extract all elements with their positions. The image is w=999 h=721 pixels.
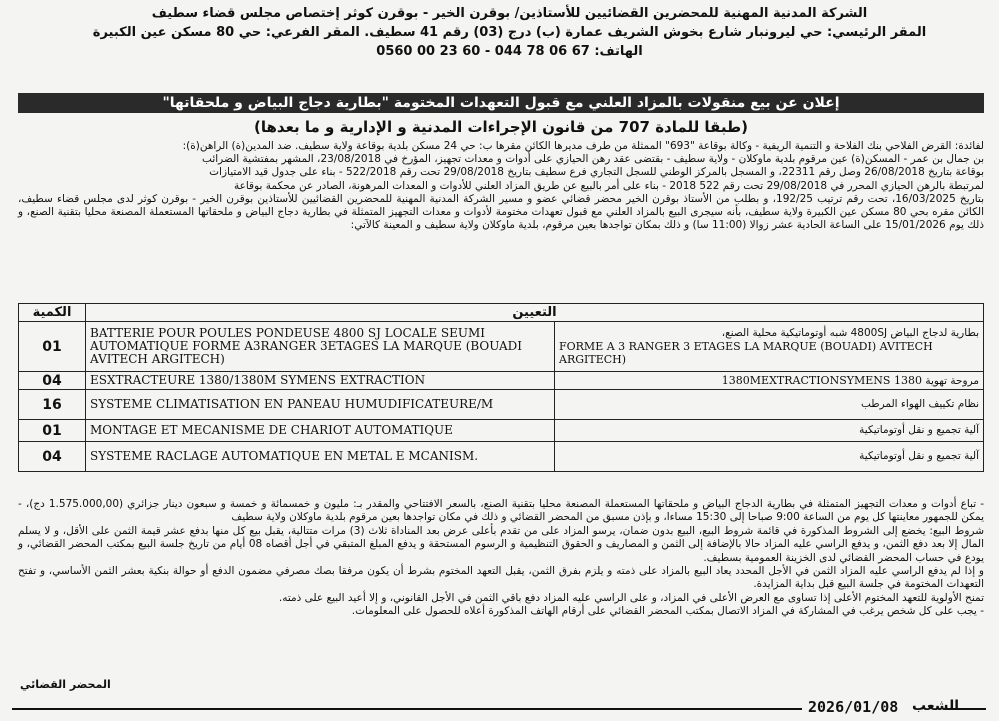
item-french: MONTAGE ET MECANISME DE CHARIOT AUTOMATIQUE — [86, 420, 555, 442]
item-quantity: 01 — [19, 322, 86, 372]
company-line: الشركة المدنية المهنية للمحضرين القضائيين للأستاذين/ بوقرن الخير - بوقرن كوثر إختصاص مجلس قضاء سطيف — [151, 6, 868, 21]
item-quantity: 16 — [19, 390, 86, 420]
intro-line: بن جمال بن عمر - المسكن(ة) عين مرقوم بلدية ماوكلان - ولاية سطيف - بقتضى عقد رهن الحيازي على أدوات و معدات تجهيز، المؤرخ في 23/08/2018، المشهر بمفتشية الضرائب — [202, 153, 984, 166]
newspaper-name: الشعب — [912, 698, 960, 714]
item-french: SYSTEME RACLAGE AUTOMATIQUE EN METAL E MCANISM. — [86, 442, 555, 472]
table-row — [19, 322, 984, 372]
item-french: BATTERIE POUR POULES PONDEUSE 4800 SJ LOCALE SEUMI AUTOMATIQUE FORME A3RANGER 3ETAGES LA MARQUE (BOUADI AVITECH ARGITECH) — [86, 322, 555, 372]
announcement-banner: إعلان عن بيع منقولات بالمزاد العلني مع قبول التعهدات المختومة "بطارية دجاج البياض و ملحقاتها" — [18, 93, 984, 113]
item-arabic: آلية تجميع و نقل أوتوماتيكية — [555, 442, 984, 472]
footer-rule — [12, 708, 802, 710]
item-quantity: 04 — [19, 372, 86, 390]
footer — [0, 696, 999, 721]
intro-line: بوقاعة بتاريخ 26/08/2018 وصل رقم 22311، و المسجل بالمركز الوطني للسجل التجاري فرع سطيف بتاريخ 29/08/2018 تحت رقم 522/2018 - بناء على جدول قيد الامتيازات — [209, 166, 984, 179]
table-row — [19, 420, 984, 442]
items-table — [18, 303, 984, 472]
header — [60, 4, 959, 61]
table-row — [19, 442, 984, 472]
phone-line: الهاتف: 67 06 78 044 - 60 23 00 0560 — [376, 44, 643, 59]
item-arabic: آلية تجميع و نقل أوتوماتيكية — [555, 420, 984, 442]
item-arabic-french: FORME A 3 RANGER 3 ETAGES LA MARQUE (BOUADI) AVITECH ARGITECH) — [559, 340, 933, 366]
designation-header: التعيين — [86, 304, 984, 322]
item-arabic — [555, 372, 984, 390]
publication-date: 2026/01/08 — [808, 698, 899, 716]
item-quantity: 01 — [19, 420, 86, 442]
item-arabic: نظام تكييف الهواء المرطب — [555, 390, 984, 420]
footer-rule-right — [946, 708, 986, 710]
intro-line: بتاريخ 16/03/2025، تحت رقم ترتيب 192/25، و بطلب من الأستاذ بوقرن الخير محضر قضائي عضو و مسير الشركة المدنية المهنية للمحضرين القضائيين للأستاذين بوقرن الخير - بوقرن كوثر لدى مجلس قضاء سطيف، الكائن مقره بحي 80 مسكن عين الكبيرة ولاية سطيف، بأنه سيجرى البيع بالمزاد العلني مع قبول تعهدات مختومة لأدوات و معدات التجهيز المتمثلة في بطارية دجاج البياض و ملحقاتها المستعملة المصنعة محليا بتقنية الصنع، و ذلك يوم 15/01/2026 على الساعة الحادية عشر زوالا (11:00 سا) و ذلك بمكان تواجدها بعين مرقوم، بلدية ماوكلان ولاية سطيف و المعينة كالآتي: — [18, 192, 984, 232]
item-arabic-text: مروحة تهوية — [925, 374, 979, 387]
item-arabic-french: 1380 1380MEXTRACTIONSYMENS — [721, 373, 922, 387]
intro-line: لمرتبطة بالرهن الحيازي المحرر في 29/08/2018 تحت رقم 522 2018 - بناء على أمر بالبيع عن طريق المزاد العلني للأدوات و المعدات المرهونة، الصادر عن محكمة بوقاعة — [233, 179, 984, 192]
item-arabic — [555, 322, 984, 372]
note-line: و إذا لم يدفع الراسي عليه المزاد الثمن في الأجل المحدد يعاد البيع بالمزاد على ذمته و يلزم بفرق الثمن، يقبل التعهد المختوم بشرط أن يكون مرفقا بصك مصرفي مضمون الدفع أو حوالة بنكية بعشر الثمن الأساسي، و تفتح التعهدات المختومة في جلسة البيع قبل بداية المزايدة. — [18, 565, 984, 591]
item-arabic-text: بطارية لدجاج البياض 4800SJ شبه أوتوماتيكية محلية الصنع، — [721, 327, 979, 339]
table-row — [19, 372, 984, 390]
intro-line: لفائدة: القرض الفلاحي بنك الفلاحة و التنمية الريفية - وكالة بوقاعة "693" الممثلة من طرف مديرها الكائن مقرها ب: حي 24 مسكن بلدية بوقاعة ولاية سطيف. ضد المدين(ة) الراهن(ة): — [182, 140, 984, 152]
conditions-paragraph — [18, 498, 984, 619]
main-office-line: المقر الرئيسي: حي ليرونبار شارع بخوش الشريف عمارة (ب) درج (03) رقم 41 سطيف. المقر الفرعي: حي 80 مسكن عين الكبيرة — [92, 25, 927, 40]
quantity-header: الكمية — [19, 304, 86, 322]
item-french: SYSTEME CLIMATISATION EN PANEAU HUMUDIFICATEURE/M — [86, 390, 555, 420]
legal-subtitle: (طبقا للمادة 707 من قانون الإجراءات المدنية و الإدارية و ما بعدها) — [254, 118, 748, 136]
table-header-row — [19, 304, 984, 322]
item-french: ESXTRACTEURE 1380/1380M SYMENS EXTRACTION — [86, 372, 555, 390]
note-line: - تباع أدوات و معدات التجهيز المتمثلة في بطارية الدجاج البياض و ملحقاتها المستعملة المصنعة محليا بتقنية الصنع، بالسعر الافتتاحي والمقدر بـ: مليون و خمسمائة و خمسة و سبعون دينار جزائري (1.575.000,00 دج)، - يمكن للجمهور معاينتها كل يوم من الساعة 9:00 صباحا إلى 15:30 مساءا، و بإذن مسبق من المحضر القضائي و ذلك في مكان تواجدها بعين مرقوم بلدية ماوكلان ولاية سطيف — [18, 498, 984, 524]
bailiff-signature: المحضر القضائي — [20, 678, 111, 691]
intro-paragraph — [18, 140, 984, 232]
note-line: - يجب على كل شخص يرغب في المشاركة في المزاد الاتصال بمكتب المحضر القضائي على أرقام الهاتف المذكورة أعلاه للحصول على المعلومات. — [351, 605, 984, 618]
item-quantity: 04 — [19, 442, 86, 472]
table-row — [19, 390, 984, 420]
note-line: شروط البيع: يخضع إلى الشروط المذكورة في قائمة شروط البيع، البيع بدون ضمان، يرسو المزاد على من تقدم بأعلى عرض بعد المناداة ثلاث (3) مرات متتالية، يقبل بيع كل منها بدفع عشر قيمة الثمن على الأقل، و لا يسلم المال إلا بعد دفع الثمن، و يدفع الراسي عليه المزاد حالا بالإضافة إلى الثمن و المصاريف و الحقوق التنظيمية و الرسوم المستحقة و يدفع المبلغ المتبقي في أجل أقصاه 08 أيام من تاريخ جلسة البيع بمكتب المحضر القضائي، و يودع في حساب المحضر القضائي لدى الخزينة العمومية بسطيف. — [18, 524, 984, 564]
note-line: تمنح الأولوية للتعهد المختوم الأعلى إذا تساوى مع العرض الأعلى في المزاد، و على الراسي عليه المزاد دفع باقي الثمن في الأجل القانوني، و إلا أعيد البيع على ذمته. — [278, 591, 984, 604]
